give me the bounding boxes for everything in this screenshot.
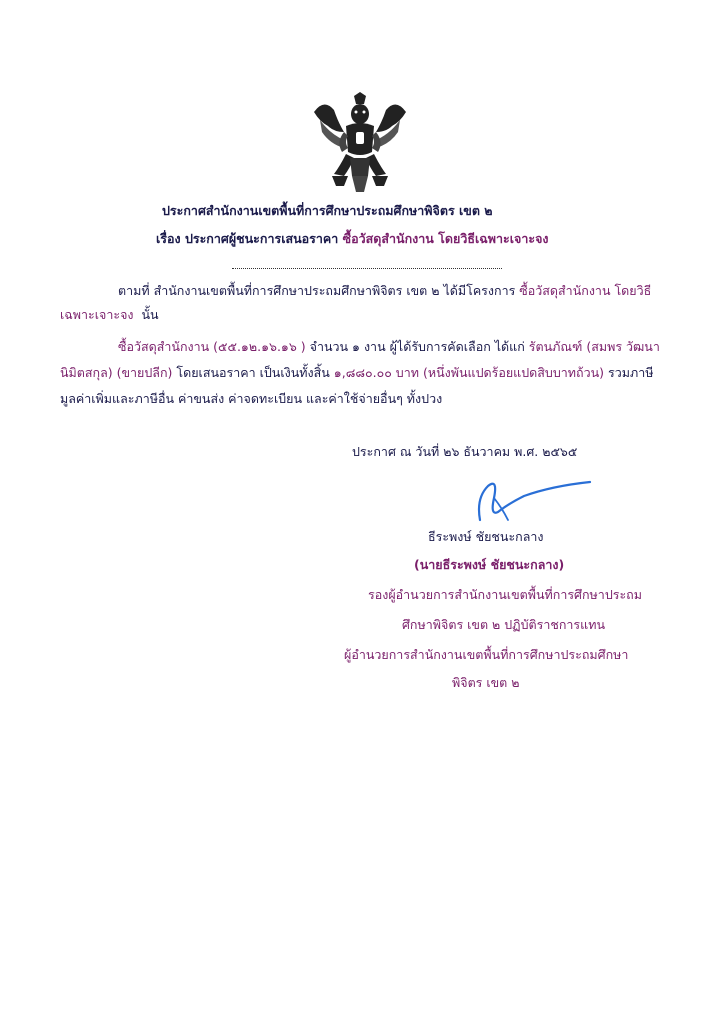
subject-prefix: เรื่อง ประกาศผู้ชนะการเสนอราคา [156,231,339,246]
announcement-subject [156,230,549,248]
signature-scribble-icon [468,468,608,528]
p2-line2-amount: ๑,๘๘๐.๐๐ บาท (หนึ่งพันแปดร้อยแปดสิบบาทถ้วน) [333,365,605,380]
p2-line1-item: ซื้อวัสดุสำนักงาน (๕๕.๑๒.๑๖.๑๖ ) [118,339,306,354]
paragraph-1-line-2 [60,306,159,324]
paragraph-1-line-1 [118,282,651,300]
p1-line1-item: ซื้อวัสดุสำนักงาน โดยวิธี [519,283,652,298]
signer-full-name: (นายธีระพงษ์ ชัยชนะกลาง) [414,557,565,572]
signer-position-line-2: ศึกษาพิจิตร เขต ๒ ปฏิบัติราชการแทน [402,617,605,632]
p2-line2-mid: โดยเสนอราคา เป็นเงินทั้งสิ้น [176,365,330,380]
p1-line1-prefix: ตามที่ สำนักงานเขตพื้นที่การศึกษาประถมศึกษาพิจิตร เขต ๒ ได้มีโครงการ [118,283,516,298]
paragraph-2-line-1 [118,338,660,356]
divider-dotted [232,268,502,269]
p2-line1-vendor: รัตนภัณฑ์ (สมพร วัฒนา [528,339,660,354]
subject-item: ซื้อวัสดุสำนักงาน โดยวิธีเฉพาะเจาะจง [342,231,549,246]
signer-position-line-3: ผู้อำนวยการสำนักงานเขตพื้นที่การศึกษาประถมศึกษา [344,647,629,662]
p1-line2-item: เฉพาะเจาะจง [60,307,134,322]
signer-position-line-1: รองผู้อำนวยการสำนักงานเขตพื้นที่การศึกษาประถม [368,587,642,602]
p2-line2-suffix: รวมภาษี [608,365,654,380]
p1-line2-suffix: นั้น [141,307,159,322]
p2-line2-vendor: นิมิตสกุล) (ขายปลีก) [60,365,173,380]
announcement-title: ประกาศสำนักงานเขตพื้นที่การศึกษาประถมศึกษาพิจิตร เขต ๒ [162,203,493,218]
signer-printed-name: ธีระพงษ์ ชัยชนะกลาง [428,529,544,544]
announce-date: ประกาศ ณ วันที่ ๒๖ ธันวาคม พ.ศ. ๒๕๖๕ [352,444,578,459]
p2-line1-mid: จำนวน ๑ งาน ผู้ได้รับการคัดเลือก ได้แก่ [309,339,525,354]
paragraph-2-line-2 [60,364,654,382]
garuda-emblem-icon [304,92,416,196]
paragraph-2-line-3: มูลค่าเพิ่มและภาษีอื่น ค่าขนส่ง ค่าจดทะเบียน และค่าใช้จ่ายอื่นๆ ทั้งปวง [60,391,443,406]
signer-position-line-4: พิจิตร เขต ๒ [452,675,520,690]
